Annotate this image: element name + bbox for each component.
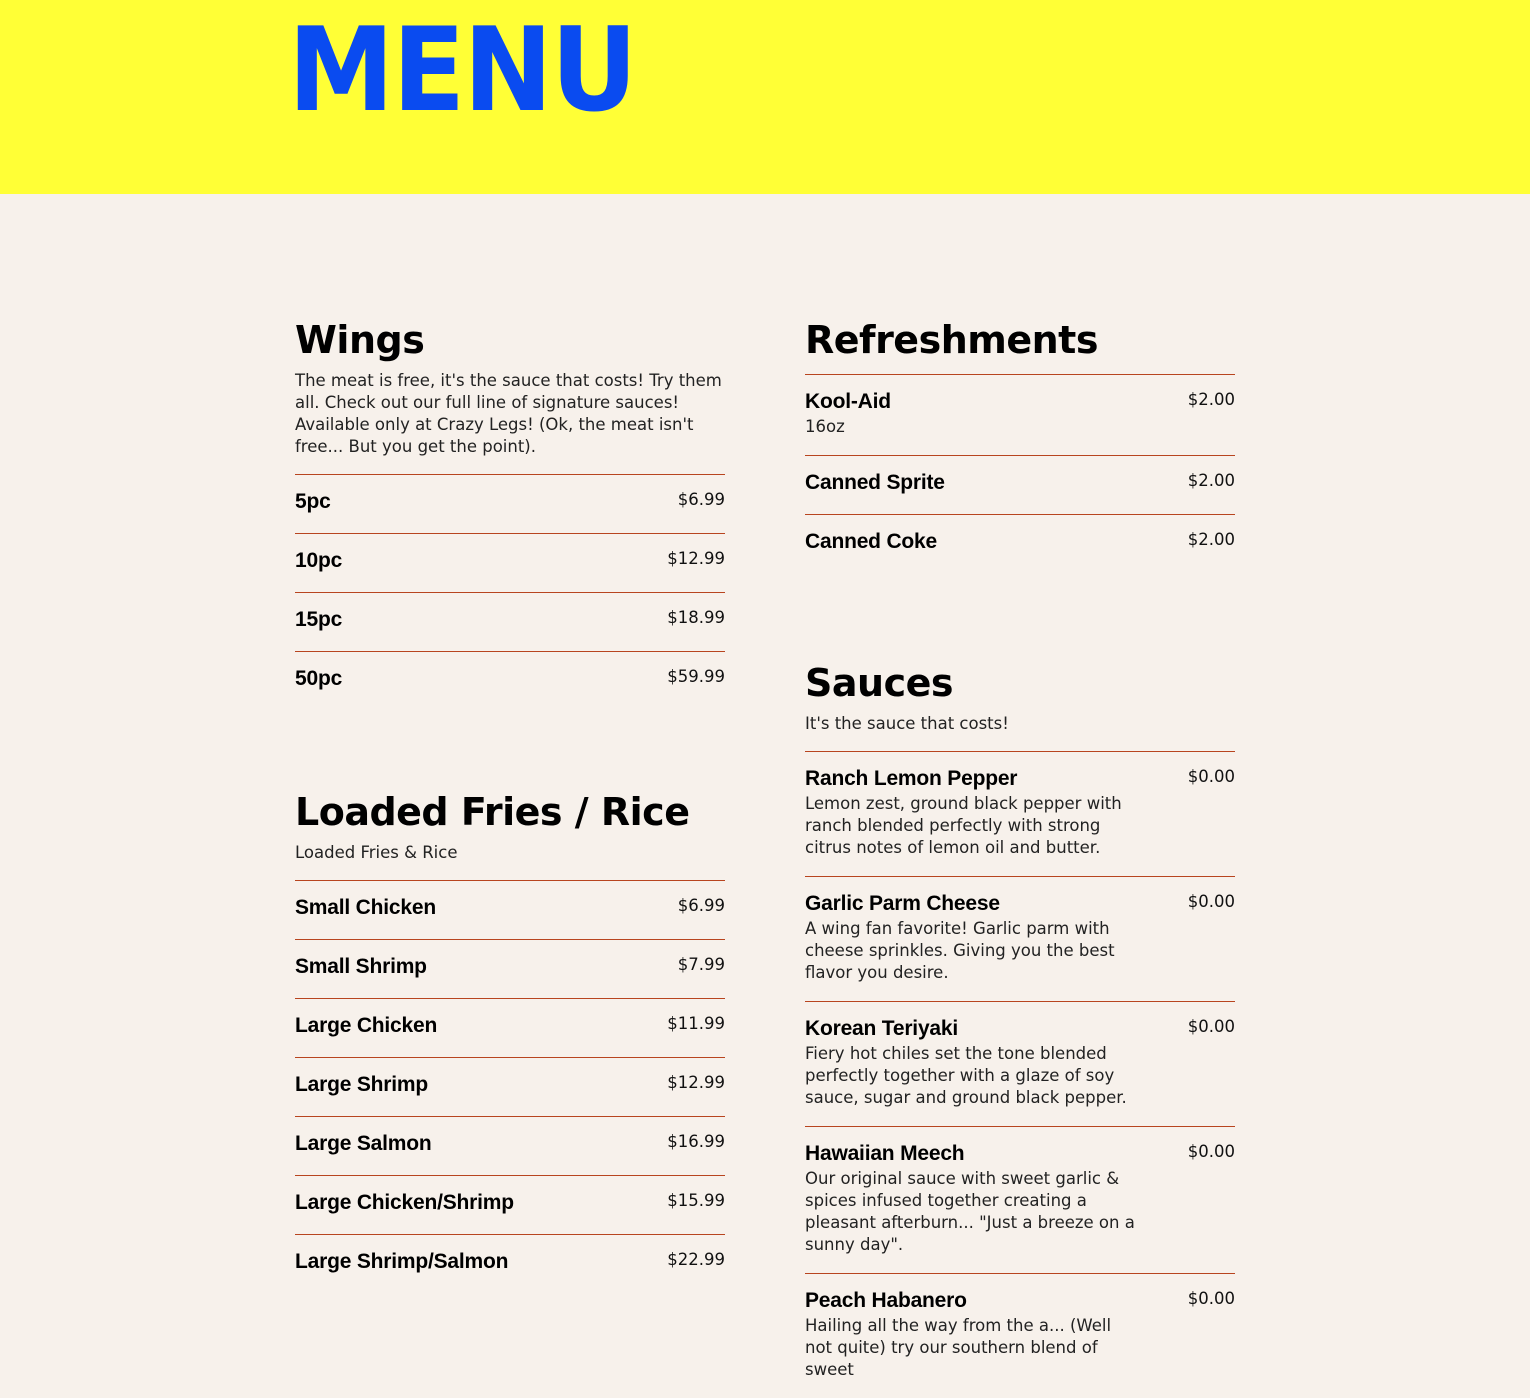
menu-item xyxy=(295,533,725,592)
item-price: $16.99 xyxy=(667,1132,725,1151)
menu-item xyxy=(295,1175,725,1234)
item-name: Large Chicken xyxy=(295,1014,438,1037)
section-refreshments xyxy=(805,318,1235,573)
menu-item xyxy=(295,651,725,710)
menu-item xyxy=(295,1234,725,1293)
menu-item xyxy=(805,751,1235,876)
section-title: Sauces xyxy=(805,661,953,705)
item-price: $15.99 xyxy=(667,1191,725,1210)
item-description: Lemon zest, ground black pepper with ranch blended perfectly with strong citrus notes of lemon oil and butter. xyxy=(805,794,1122,857)
item-description: Fiery hot chiles set the tone blended perfectly together with a glaze of soy sauce, sugar and ground black pepper. xyxy=(805,1044,1127,1107)
section-description: Loaded Fries & Rice xyxy=(295,843,458,862)
item-description: 16oz xyxy=(805,417,845,436)
item-price: $0.00 xyxy=(1187,1142,1235,1161)
item-name: Peach Habanero xyxy=(805,1289,967,1312)
item-price: $0.00 xyxy=(1187,767,1235,786)
item-name: Large Chicken/Shrimp xyxy=(295,1191,514,1214)
menu-list xyxy=(805,751,1235,1398)
section-title: Wings xyxy=(295,318,425,362)
menu-item xyxy=(295,880,725,939)
menu-item xyxy=(295,592,725,651)
item-name: Ranch Lemon Pepper xyxy=(805,767,1018,790)
menu-item xyxy=(805,374,1235,455)
menu-item xyxy=(805,514,1235,573)
menu-list xyxy=(295,474,725,710)
menu-item xyxy=(805,876,1235,1001)
item-name: Garlic Parm Cheese xyxy=(805,892,1000,915)
menu-item xyxy=(295,1057,725,1116)
item-name: 5pc xyxy=(295,490,331,513)
item-price: $12.99 xyxy=(667,1073,725,1092)
item-name: Korean Teriyaki xyxy=(805,1017,959,1040)
item-name: Large Salmon xyxy=(295,1132,432,1155)
menu-list xyxy=(805,374,1235,573)
item-price: $11.99 xyxy=(667,1014,725,1033)
item-price: $6.99 xyxy=(677,896,725,915)
item-price: $22.99 xyxy=(667,1250,725,1269)
item-name: 15pc xyxy=(295,608,343,631)
item-name: 50pc xyxy=(295,667,343,690)
section-description: The meat is free, it's the sauce that costs! Try them all. Check out our full line of signature sauces! Available only at Crazy Legs! (Ok, the meat isn't free... But you get the point). xyxy=(295,371,722,456)
item-name: Large Shrimp xyxy=(295,1073,428,1096)
section-description: It's the sauce that costs! xyxy=(805,714,1009,733)
item-description: A wing fan favorite! Garlic parm with cheese sprinkles. Giving you the best flavor you desire. xyxy=(805,919,1115,982)
menu-item xyxy=(295,474,725,533)
item-price: $12.99 xyxy=(667,549,725,568)
item-name: Canned Coke xyxy=(805,530,937,553)
menu-item xyxy=(805,455,1235,514)
item-price: $0.00 xyxy=(1187,892,1235,911)
item-description: Our original sauce with sweet garlic & spices infused together creating a pleasant afterburn... "Just a breeze on a sunny day". xyxy=(805,1169,1135,1254)
item-price: $2.00 xyxy=(1187,390,1235,409)
menu-item xyxy=(295,939,725,998)
section-title: Loaded Fries / Rice xyxy=(295,790,690,834)
item-name: Large Shrimp/Salmon xyxy=(295,1250,509,1273)
menu-list xyxy=(295,880,725,1293)
item-name: Canned Sprite xyxy=(805,471,945,494)
section-title: Refreshments xyxy=(805,318,1098,362)
header-banner xyxy=(0,0,1530,194)
item-price: $7.99 xyxy=(677,955,725,974)
menu-item xyxy=(295,1116,725,1175)
item-description: Hailing all the way from the a... (Well not quite) try our southern blend of sweet xyxy=(805,1316,1112,1379)
item-price: $0.00 xyxy=(1187,1289,1235,1308)
item-price: $18.99 xyxy=(667,608,725,627)
item-price: $0.00 xyxy=(1187,1017,1235,1036)
menu-item xyxy=(295,998,725,1057)
item-name: Small Shrimp xyxy=(295,955,427,978)
section-sauces xyxy=(805,661,1235,1398)
item-name: Small Chicken xyxy=(295,896,436,919)
item-price: $6.99 xyxy=(677,490,725,509)
menu-item xyxy=(805,1001,1235,1126)
item-name: Kool-Aid xyxy=(805,390,891,413)
menu-item xyxy=(805,1126,1235,1273)
item-price: $2.00 xyxy=(1187,530,1235,549)
item-name: 10pc xyxy=(295,549,343,572)
item-price: $59.99 xyxy=(667,667,725,686)
item-name: Hawaiian Meech xyxy=(805,1142,965,1165)
section-wings xyxy=(295,318,725,710)
page-title: MENU xyxy=(288,3,636,138)
menu-item xyxy=(805,1273,1235,1398)
section-loaded-fries xyxy=(295,790,725,1293)
item-price: $2.00 xyxy=(1187,471,1235,490)
